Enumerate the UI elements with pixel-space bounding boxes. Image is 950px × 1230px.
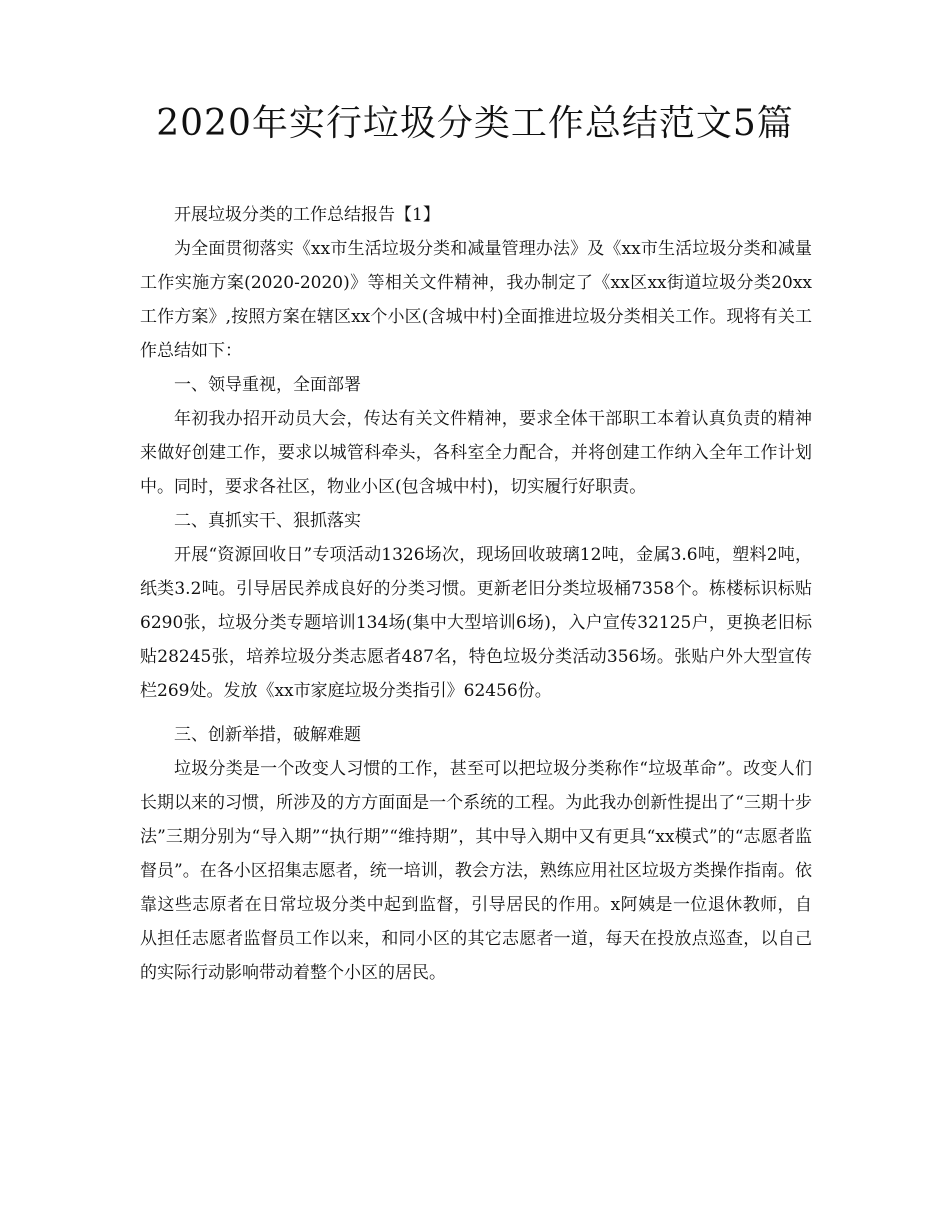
section-heading-3: 三、创新举措，破解难题 — [174, 725, 361, 745]
intro-paragraph: 为全面贯彻落实《xx市生活垃圾分类和减量管理办法》及《xx市生活垃圾分类和减量工作实施方案(2020-2020)》等相关文件精神，我办制定了《xx区xx街道垃圾分类20xx工作方案》,按照方案在辖区xx个小区(含城中村)全面推进垃圾分类相关工作。现将有关工作总结如下： — [140, 239, 812, 361]
section-3-paragraph: 垃圾分类是一个改变人习惯的工作，甚至可以把垃圾分类称作“垃圾革命”。改变人们长期以来的习惯，所涉及的方方面面是一个系统的工程。为此我办创新性提出了“三期十步法”三期分别为“导入期”“执行期”“维持期”，其中导入期中又有更具“xx模式”的“志愿者监督员”。在各小区招集志愿者，统一培训，教会方法，熟练应用社区垃圾方类操作指南。依靠这些志原者在日常垃圾分类中起到监督，引导居民的作用。x阿姨是一位退休教师，自从担任志愿者监督员工作以来，和同小区的其它志愿者一道，每天在投放点巡查，以自己的实际行动影响带动着整个小区的居民。 — [140, 759, 812, 983]
section-heading-report-1: 开展垃圾分类的工作总结报告【1】 — [174, 205, 440, 225]
document-body — [140, 198, 812, 990]
section-2-paragraph: 开展“资源回收日”专项活动1326场次，现场回收玻璃12吨，金属3.6吨，塑料2吨，纸类3.2吨。引导居民养成良好的分类习惯。更新老旧分类垃圾桶7358个。栋楼标识标贴6290张，垃圾分类专题培训134场(集中大型培训6场)，入户宣传32125户，更换老旧标贴28245张，培养垃圾分类志愿者487名，特色垃圾分类活动356场。张贴户外大型宣传栏269处。发放《xx市家庭垃圾分类指引》62456份。 — [140, 545, 812, 701]
document-title: 2020年实行垃圾分类工作总结范文5篇 — [156, 103, 794, 144]
section-heading-2: 二、真抓实干、狠抓落实 — [174, 511, 361, 531]
section-heading-1: 一、领导重视，全面部署 — [174, 375, 361, 395]
section-1-paragraph: 年初我办招开动员大会，传达有关文件精神，要求全体干部职工本着认真负责的精神来做好创建工作，要求以城管科牵头，各科室全力配合，并将创建工作纳入全年工作计划中。同时，要求各社区，物业小区(包含城中村)，切实履行好职责。 — [140, 409, 812, 497]
